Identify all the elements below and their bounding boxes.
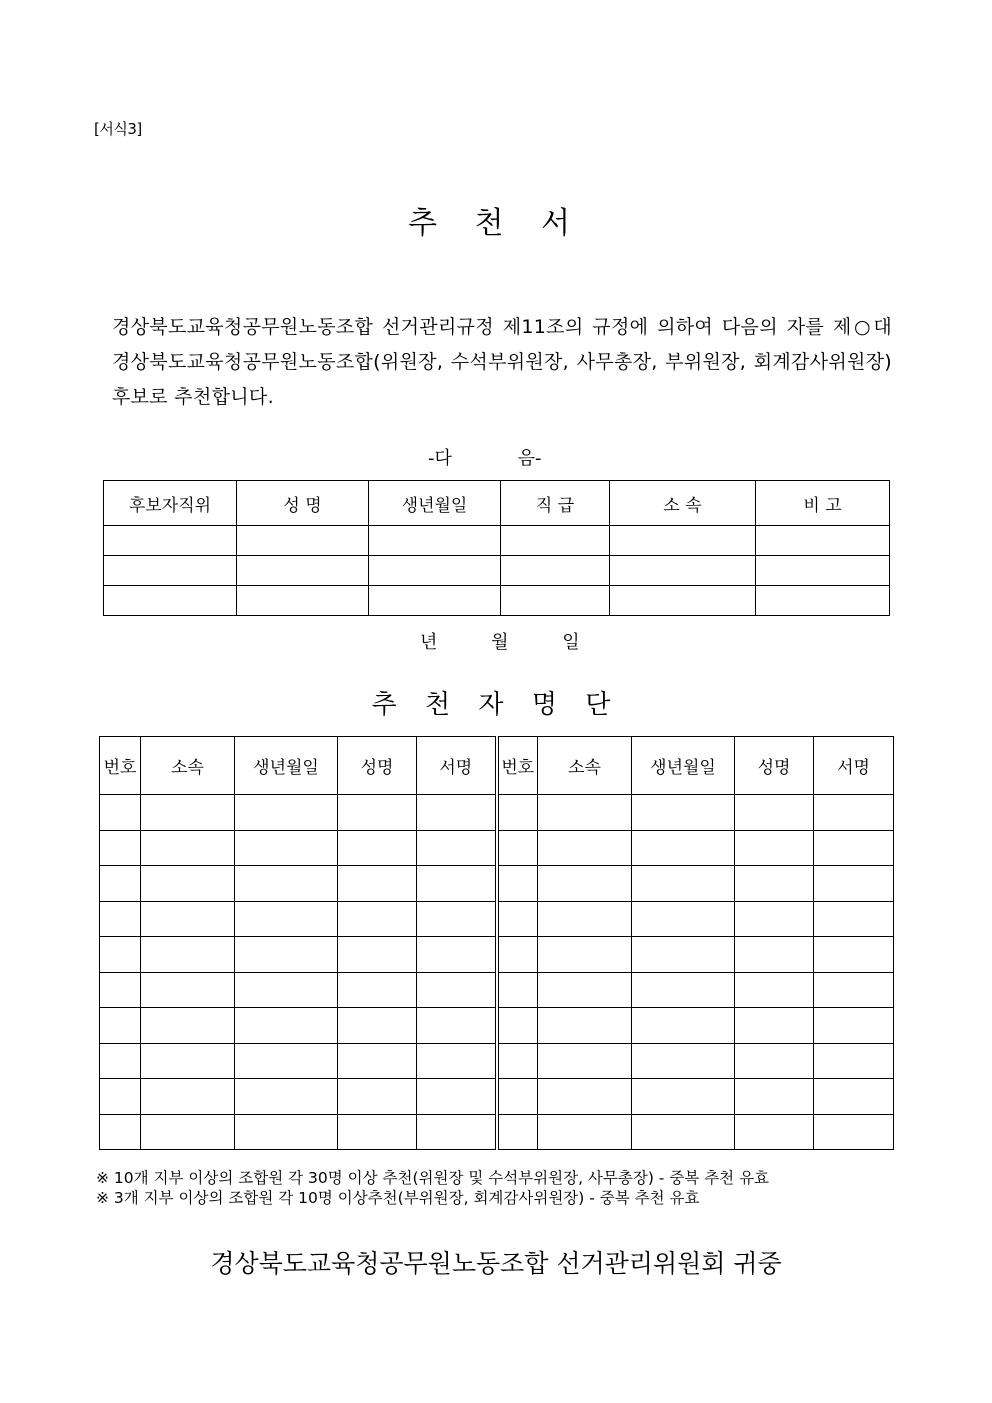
birthdate-cell[interactable] (235, 901, 338, 937)
affiliation-cell[interactable] (538, 1079, 632, 1115)
birthdate-cell[interactable] (235, 866, 338, 902)
number-cell[interactable] (100, 1008, 141, 1044)
header-name: 성명 (338, 737, 417, 795)
number-cell[interactable] (497, 1079, 538, 1115)
table-row (100, 1079, 894, 1115)
rank-cell[interactable] (501, 526, 610, 556)
birthdate-cell[interactable] (632, 972, 735, 1008)
name-cell[interactable] (338, 972, 417, 1008)
remarks-cell[interactable] (756, 526, 890, 556)
affiliation-cell[interactable] (538, 1008, 632, 1044)
number-cell[interactable] (497, 1043, 538, 1079)
candidate-position-cell[interactable] (104, 556, 237, 586)
affiliation-cell[interactable] (538, 901, 632, 937)
affiliation-cell[interactable] (141, 937, 235, 973)
birthdate-cell[interactable] (235, 1008, 338, 1044)
signature-cell[interactable] (417, 972, 497, 1008)
signature-cell[interactable] (417, 901, 497, 937)
affiliation-cell[interactable] (538, 937, 632, 973)
number-cell[interactable] (497, 972, 538, 1008)
name-cell[interactable] (735, 1008, 814, 1044)
addressee-footer: 경상북도교육청공무원노동조합 선거관리위원회 귀중 (210, 1249, 782, 1278)
number-cell[interactable] (497, 937, 538, 973)
recommender-list-title: 추 천 자 명 단 (371, 690, 621, 720)
signature-cell[interactable] (814, 901, 894, 937)
remarks-cell[interactable] (756, 586, 890, 616)
header-affiliation: 소속 (538, 737, 632, 795)
name-cell[interactable] (735, 1114, 814, 1150)
signature-cell[interactable] (814, 937, 894, 973)
number-cell[interactable] (100, 830, 141, 866)
birthdate-cell[interactable] (632, 795, 735, 831)
candidate-position-cell[interactable] (104, 586, 237, 616)
birthdate-cell[interactable] (235, 1043, 338, 1079)
birthdate-cell[interactable] (235, 795, 338, 831)
header-number: 번호 (497, 737, 538, 795)
header-name: 성 명 (237, 481, 369, 526)
table-row (100, 1043, 894, 1079)
affiliation-cell[interactable] (141, 972, 235, 1008)
number-cell[interactable] (100, 1114, 141, 1150)
name-cell[interactable] (735, 830, 814, 866)
signature-cell[interactable] (417, 866, 497, 902)
table-row (100, 866, 894, 902)
table-row (100, 795, 894, 831)
number-cell[interactable] (497, 1114, 538, 1150)
name-cell[interactable] (338, 795, 417, 831)
affiliation-cell[interactable] (538, 1043, 632, 1079)
header-birthdate: 생년월일 (632, 737, 735, 795)
signature-cell[interactable] (814, 830, 894, 866)
name-cell[interactable] (735, 937, 814, 973)
birthdate-cell[interactable] (632, 937, 735, 973)
header-candidate-position: 후보자직위 (104, 481, 237, 526)
name-cell[interactable] (338, 1043, 417, 1079)
number-cell[interactable] (497, 795, 538, 831)
birthdate-cell[interactable] (369, 556, 501, 586)
notes (96, 1168, 769, 1208)
table-row (100, 830, 894, 866)
table-row (100, 972, 894, 1008)
form-number-label: [서식3] (94, 120, 142, 138)
affiliation-cell[interactable] (141, 1043, 235, 1079)
signature-cell[interactable] (417, 1043, 497, 1079)
candidate-table (103, 480, 890, 616)
name-cell[interactable] (338, 866, 417, 902)
header-number: 번호 (100, 737, 141, 795)
header-birthdate: 생년월일 (235, 737, 338, 795)
number-cell[interactable] (497, 1008, 538, 1044)
name-cell[interactable] (735, 901, 814, 937)
header-birthdate: 생년월일 (369, 481, 501, 526)
signature-cell[interactable] (417, 937, 497, 973)
name-cell[interactable] (237, 586, 369, 616)
affiliation-cell[interactable] (538, 795, 632, 831)
birthdate-cell[interactable] (632, 866, 735, 902)
birthdate-cell[interactable] (632, 901, 735, 937)
number-cell[interactable] (100, 1043, 141, 1079)
name-cell[interactable] (338, 1079, 417, 1115)
header-affiliation: 소속 (141, 737, 235, 795)
name-cell[interactable] (338, 901, 417, 937)
table-row (104, 556, 890, 586)
header-affiliation: 소 속 (610, 481, 756, 526)
signature-cell[interactable] (814, 1043, 894, 1079)
name-cell[interactable] (237, 556, 369, 586)
signature-cell[interactable] (814, 972, 894, 1008)
affiliation-cell[interactable] (141, 1008, 235, 1044)
signature-cell[interactable] (814, 1079, 894, 1115)
number-cell[interactable] (497, 866, 538, 902)
daeum-heading: -다 음- (428, 448, 542, 469)
signature-cell[interactable] (814, 1008, 894, 1044)
birthdate-cell[interactable] (369, 586, 501, 616)
name-cell[interactable] (338, 830, 417, 866)
affiliation-cell[interactable] (141, 901, 235, 937)
birthdate-cell[interactable] (235, 1079, 338, 1115)
recommender-table-header-row (100, 737, 894, 795)
birthdate-cell[interactable] (632, 1008, 735, 1044)
name-cell[interactable] (735, 795, 814, 831)
birthdate-cell[interactable] (369, 526, 501, 556)
affiliation-cell[interactable] (538, 830, 632, 866)
date-line: 년 월 일 (420, 632, 580, 653)
signature-cell[interactable] (814, 1114, 894, 1150)
affiliation-cell[interactable] (610, 556, 756, 586)
table-row (100, 901, 894, 937)
candidate-position-cell[interactable] (104, 526, 237, 556)
table-row (100, 1008, 894, 1044)
affiliation-cell[interactable] (141, 866, 235, 902)
birthdate-cell[interactable] (235, 830, 338, 866)
rank-cell[interactable] (501, 586, 610, 616)
table-row (100, 937, 894, 973)
note-line: ※ 10개 지부 이상의 조합원 각 30명 이상 추천(위원장 및 수석부위원장, 사무총장) - 중복 추천 유효 (96, 1169, 770, 1187)
affiliation-cell[interactable] (141, 830, 235, 866)
table-row (104, 526, 890, 556)
number-cell[interactable] (100, 866, 141, 902)
signature-cell[interactable] (417, 795, 497, 831)
document-title: 추 천 서 (407, 206, 584, 241)
name-cell[interactable] (338, 937, 417, 973)
name-cell[interactable] (735, 972, 814, 1008)
birthdate-cell[interactable] (235, 937, 338, 973)
number-cell[interactable] (100, 1079, 141, 1115)
signature-cell[interactable] (814, 866, 894, 902)
recommender-table (99, 736, 894, 1150)
affiliation-cell[interactable] (141, 795, 235, 831)
affiliation-cell[interactable] (141, 1079, 235, 1115)
rank-cell[interactable] (501, 556, 610, 586)
note-line: ※ 3개 지부 이상의 조합원 각 10명 이상추천(부위원장, 회계감사위원장) - 중복 추천 유효 (96, 1189, 700, 1207)
signature-cell[interactable] (814, 795, 894, 831)
header-name: 성명 (735, 737, 814, 795)
affiliation-cell[interactable] (610, 586, 756, 616)
birthdate-cell[interactable] (632, 1114, 735, 1150)
header-remarks: 비 고 (756, 481, 890, 526)
recommendation-statement: 경상북도교육청공무원노동조합 선거관리규정 제11조의 규정에 의하여 다음의 자를 제○대 경상북도교육청공무원노동조합(위원장, 수석부위원장, 사무총장, 부위원장, 회계감사위원장) 후보로 추천합니다. (112, 316, 892, 408)
candidate-table-header-row (104, 481, 890, 526)
birthdate-cell[interactable] (632, 1079, 735, 1115)
signature-cell[interactable] (417, 1114, 497, 1150)
affiliation-cell[interactable] (610, 526, 756, 556)
birthdate-cell[interactable] (235, 972, 338, 1008)
signature-cell[interactable] (417, 1079, 497, 1115)
birthdate-cell[interactable] (632, 830, 735, 866)
name-cell[interactable] (338, 1008, 417, 1044)
number-cell[interactable] (100, 901, 141, 937)
affiliation-cell[interactable] (141, 1114, 235, 1150)
name-cell[interactable] (735, 1079, 814, 1115)
header-signature: 서명 (417, 737, 497, 795)
name-cell[interactable] (237, 526, 369, 556)
birthdate-cell[interactable] (235, 1114, 338, 1150)
signature-cell[interactable] (417, 1008, 497, 1044)
header-rank: 직 급 (501, 481, 610, 526)
name-cell[interactable] (735, 1043, 814, 1079)
affiliation-cell[interactable] (538, 1114, 632, 1150)
name-cell[interactable] (735, 866, 814, 902)
remarks-cell[interactable] (756, 556, 890, 586)
table-row (100, 1114, 894, 1150)
birthdate-cell[interactable] (632, 1043, 735, 1079)
number-cell[interactable] (100, 972, 141, 1008)
number-cell[interactable] (497, 830, 538, 866)
table-row (104, 586, 890, 616)
number-cell[interactable] (100, 795, 141, 831)
signature-cell[interactable] (417, 830, 497, 866)
header-signature: 서명 (814, 737, 894, 795)
affiliation-cell[interactable] (538, 866, 632, 902)
affiliation-cell[interactable] (538, 972, 632, 1008)
number-cell[interactable] (100, 937, 141, 973)
number-cell[interactable] (497, 901, 538, 937)
name-cell[interactable] (338, 1114, 417, 1150)
